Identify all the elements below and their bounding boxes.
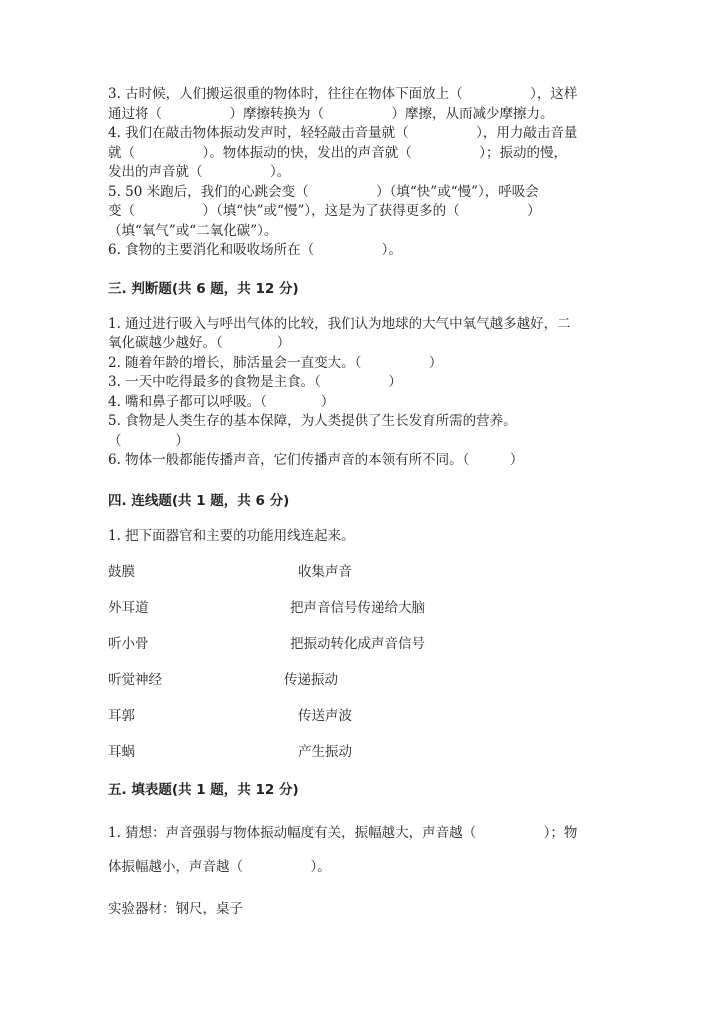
match-row	[108, 634, 613, 670]
fill-line: （填“氧气”或“二氧化碳”）。	[108, 222, 278, 239]
fill-line: 就（ ）。物体振动的快，发出的声音就（ ）；振动的慢，	[108, 144, 567, 161]
judge-line: 2. 随着年龄的增长，肺活量会一直变大。（ ）	[108, 354, 443, 371]
organ-label[interactable]: 听小骨	[108, 636, 149, 652]
judge-line: 4. 嘴和鼻子都可以呼吸。（ ）	[108, 393, 335, 410]
organ-label[interactable]: 耳郭	[108, 708, 135, 724]
fill-line: 发出的声音就（ ）。	[108, 164, 291, 180]
match-row	[108, 670, 613, 706]
fill-line: 3. 古时候，人们搬运很重的物体时，往往在物体下面放上（ ），这样	[108, 86, 578, 102]
judge-line: 5. 食物是人类生存的基本保障，为人类提供了生长发育所需的营养。	[108, 413, 517, 429]
match-row	[108, 742, 613, 778]
match-question: 1. 把下面器官和主要的功能用线连起来。	[108, 527, 355, 544]
judge-line: 氧化碳越少越好。（ ）	[108, 335, 291, 351]
judge-section-heading: 三. 判断题(共 6 题，共 12 分)	[108, 280, 299, 297]
function-label[interactable]: 把振动转化成声音信号	[290, 636, 425, 652]
table-section-heading: 五. 填表题(共 1 题，共 12 分)	[108, 782, 299, 798]
match-section	[108, 562, 613, 778]
fill-line: 5. 50 米跑后，我们的心跳会变（ ）（填“快”或“慢”），呼吸会	[108, 183, 539, 200]
materials-line: 实验器材：钢尺，桌子	[108, 901, 243, 917]
judge-line: 1. 通过进行吸入与呼出气体的比较，我们认为地球的大气中氧气越多越好，二	[108, 315, 571, 332]
function-label[interactable]: 传送声波	[298, 708, 352, 724]
function-label[interactable]: 传递振动	[284, 672, 338, 688]
organ-label[interactable]: 耳蜗	[108, 744, 135, 760]
table-line: 1. 猜想：声音强弱与物体振动幅度有关，振幅越大，声音越（ ）；物	[108, 825, 578, 841]
organ-label[interactable]: 听觉神经	[108, 672, 162, 688]
function-label[interactable]: 把声音信号传递给大脑	[290, 600, 425, 616]
judge-section	[108, 315, 613, 471]
fill-line: 变（ ）（填“快”或“慢”），这是为了获得更多的（ ）	[108, 203, 541, 219]
judge-line: （ ）	[108, 432, 189, 449]
fill-line: 4. 我们在敲击物体振动发声时，轻轻敲击音量就（ ），用力敲击音量	[108, 125, 578, 141]
organ-label[interactable]: 外耳道	[108, 600, 149, 616]
match-section-heading: 四. 连线题(共 1 题，共 6 分)	[108, 492, 290, 509]
match-row	[108, 562, 613, 598]
worksheet-page	[108, 85, 613, 920]
judge-line: 3. 一天中吃得最多的食物是主食。（ ）	[108, 374, 402, 390]
judge-line: 6. 物体一般都能传播声音，它们传播声音的本领有所不同。（ ）	[108, 452, 524, 468]
function-label[interactable]: 收集声音	[298, 564, 352, 580]
organ-label[interactable]: 鼓膜	[108, 564, 135, 580]
function-label[interactable]: 产生振动	[298, 744, 352, 760]
fill-in-section	[108, 85, 613, 261]
fill-line: 通过将（ ）摩擦转换为（ ）摩擦，从而减少摩擦力。	[108, 105, 554, 122]
fill-line: 6. 食物的主要消化和吸收场所在（ ）。	[108, 242, 402, 258]
match-row	[108, 598, 613, 634]
table-line: 体振幅越小，声音越（ ）。	[108, 859, 331, 875]
table-section	[108, 816, 613, 920]
match-row	[108, 706, 613, 742]
